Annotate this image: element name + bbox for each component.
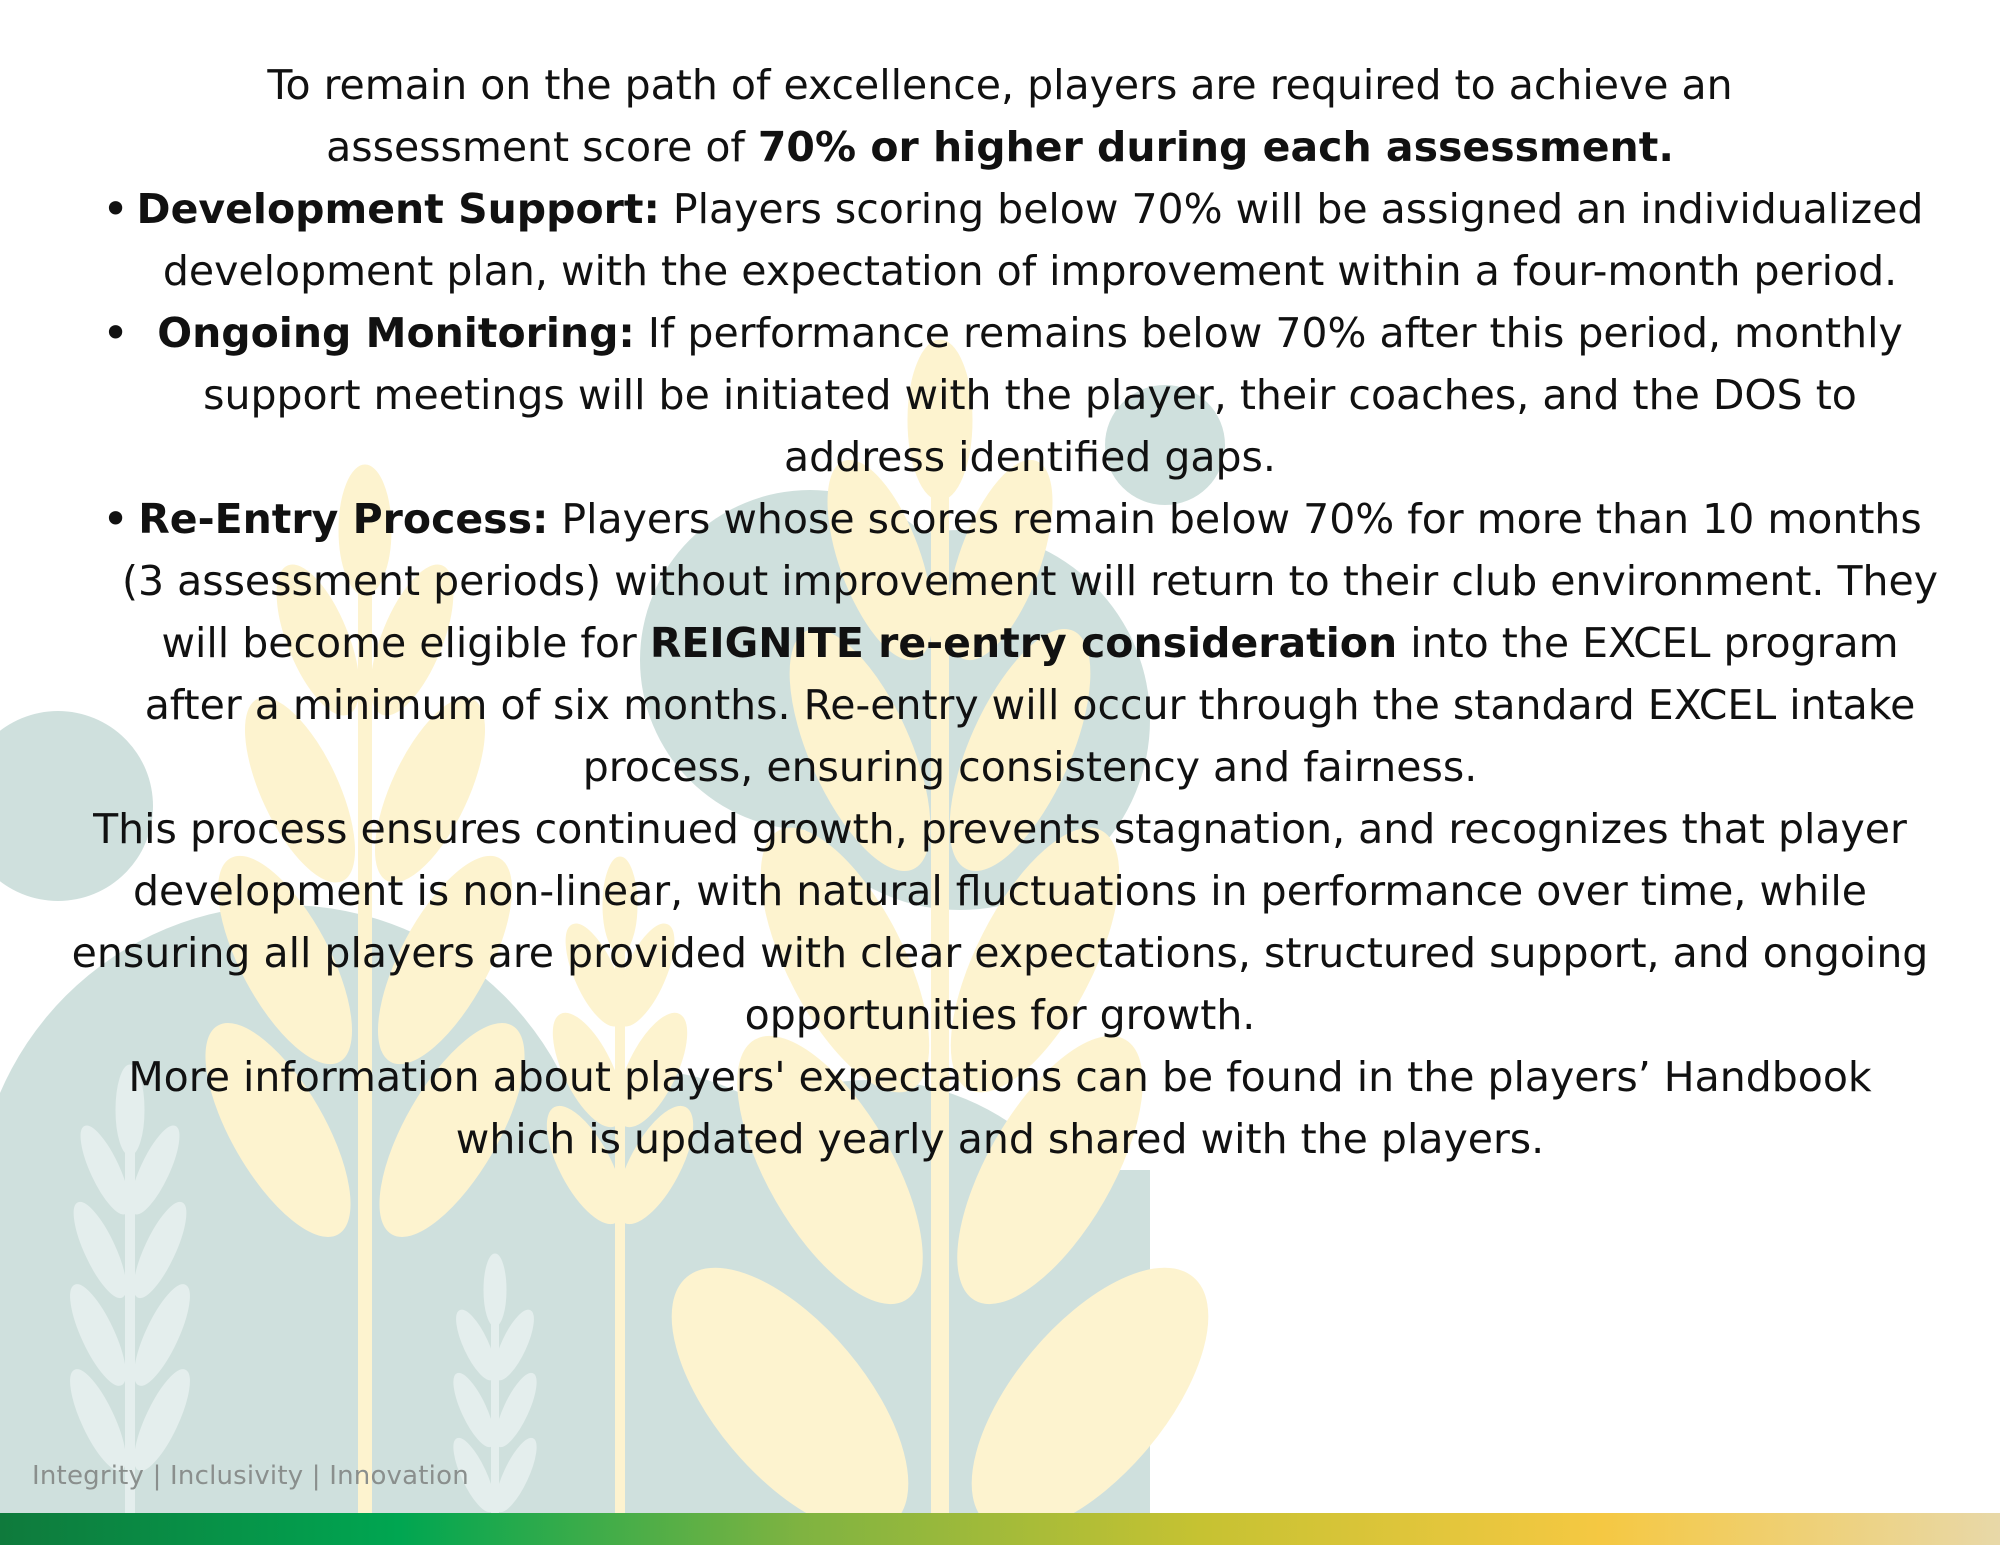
- list-item-text: [120, 488, 1940, 798]
- item-label: Development Support:: [136, 185, 660, 233]
- bullet-icon: •: [102, 492, 130, 546]
- item-description-part-c: into the EXCEL program after a minimum of six months. Re-entry will occur through the standard EXCEL intake process, ensuring consistency and fairness.: [144, 619, 1916, 791]
- bullet-icon: •: [102, 306, 130, 360]
- closing-paragraph: This process ensures continued growth, prevents stagnation, and recognizes that player development is non-linear, with natural fluctuations in performance over time, while ensuring all players are provided with clear expectations, structured support, and ongoing opportunities for growth.: [71, 805, 1929, 1039]
- intro-bold-text: 70% or higher during each assessment.: [757, 123, 1674, 171]
- item-label: Ongoing Monitoring:: [157, 309, 635, 357]
- document-body: [60, 54, 1940, 1170]
- item-label: Re-Entry Process:: [138, 495, 549, 543]
- list-item-text: [120, 178, 1940, 302]
- list-item-text: [120, 302, 1940, 488]
- list-item-development-support: [60, 178, 1940, 302]
- footer-tagline: Integrity | Inclusivity | Innovation: [32, 1461, 469, 1491]
- list-item-ongoing-monitoring: [60, 302, 1940, 488]
- intro-paragraph: [60, 54, 1940, 178]
- footer-gradient-bar: [0, 1513, 2000, 1545]
- item-description-part-a: Players whose scores remain below 70% for more than 10 months (3 assessment periods) without improvement will return to their club environment. They will become eligible for: [121, 495, 1939, 667]
- list-item-re-entry-process: [60, 488, 1940, 798]
- item-description: If performance remains below 70% after this period, monthly support meetings will be initiated with the player, their coaches, and the DOS to address identified gaps.: [203, 309, 1903, 481]
- policy-list: [60, 178, 1940, 798]
- item-description: Players scoring below 70% will be assigned an individualized development plan, with the expectation of improvement within a four-month period.: [162, 185, 1924, 295]
- bullet-icon: •: [102, 182, 130, 236]
- item-bold-reignite: REIGNITE re-entry consideration: [649, 619, 1398, 667]
- intro-text: To remain on the path of excellence, players are required to achieve an assessment score of: [267, 61, 1733, 171]
- more-info-paragraph: More information about players' expectations can be found in the players’ Handbook which is updated yearly and shared with the players.: [128, 1053, 1872, 1163]
